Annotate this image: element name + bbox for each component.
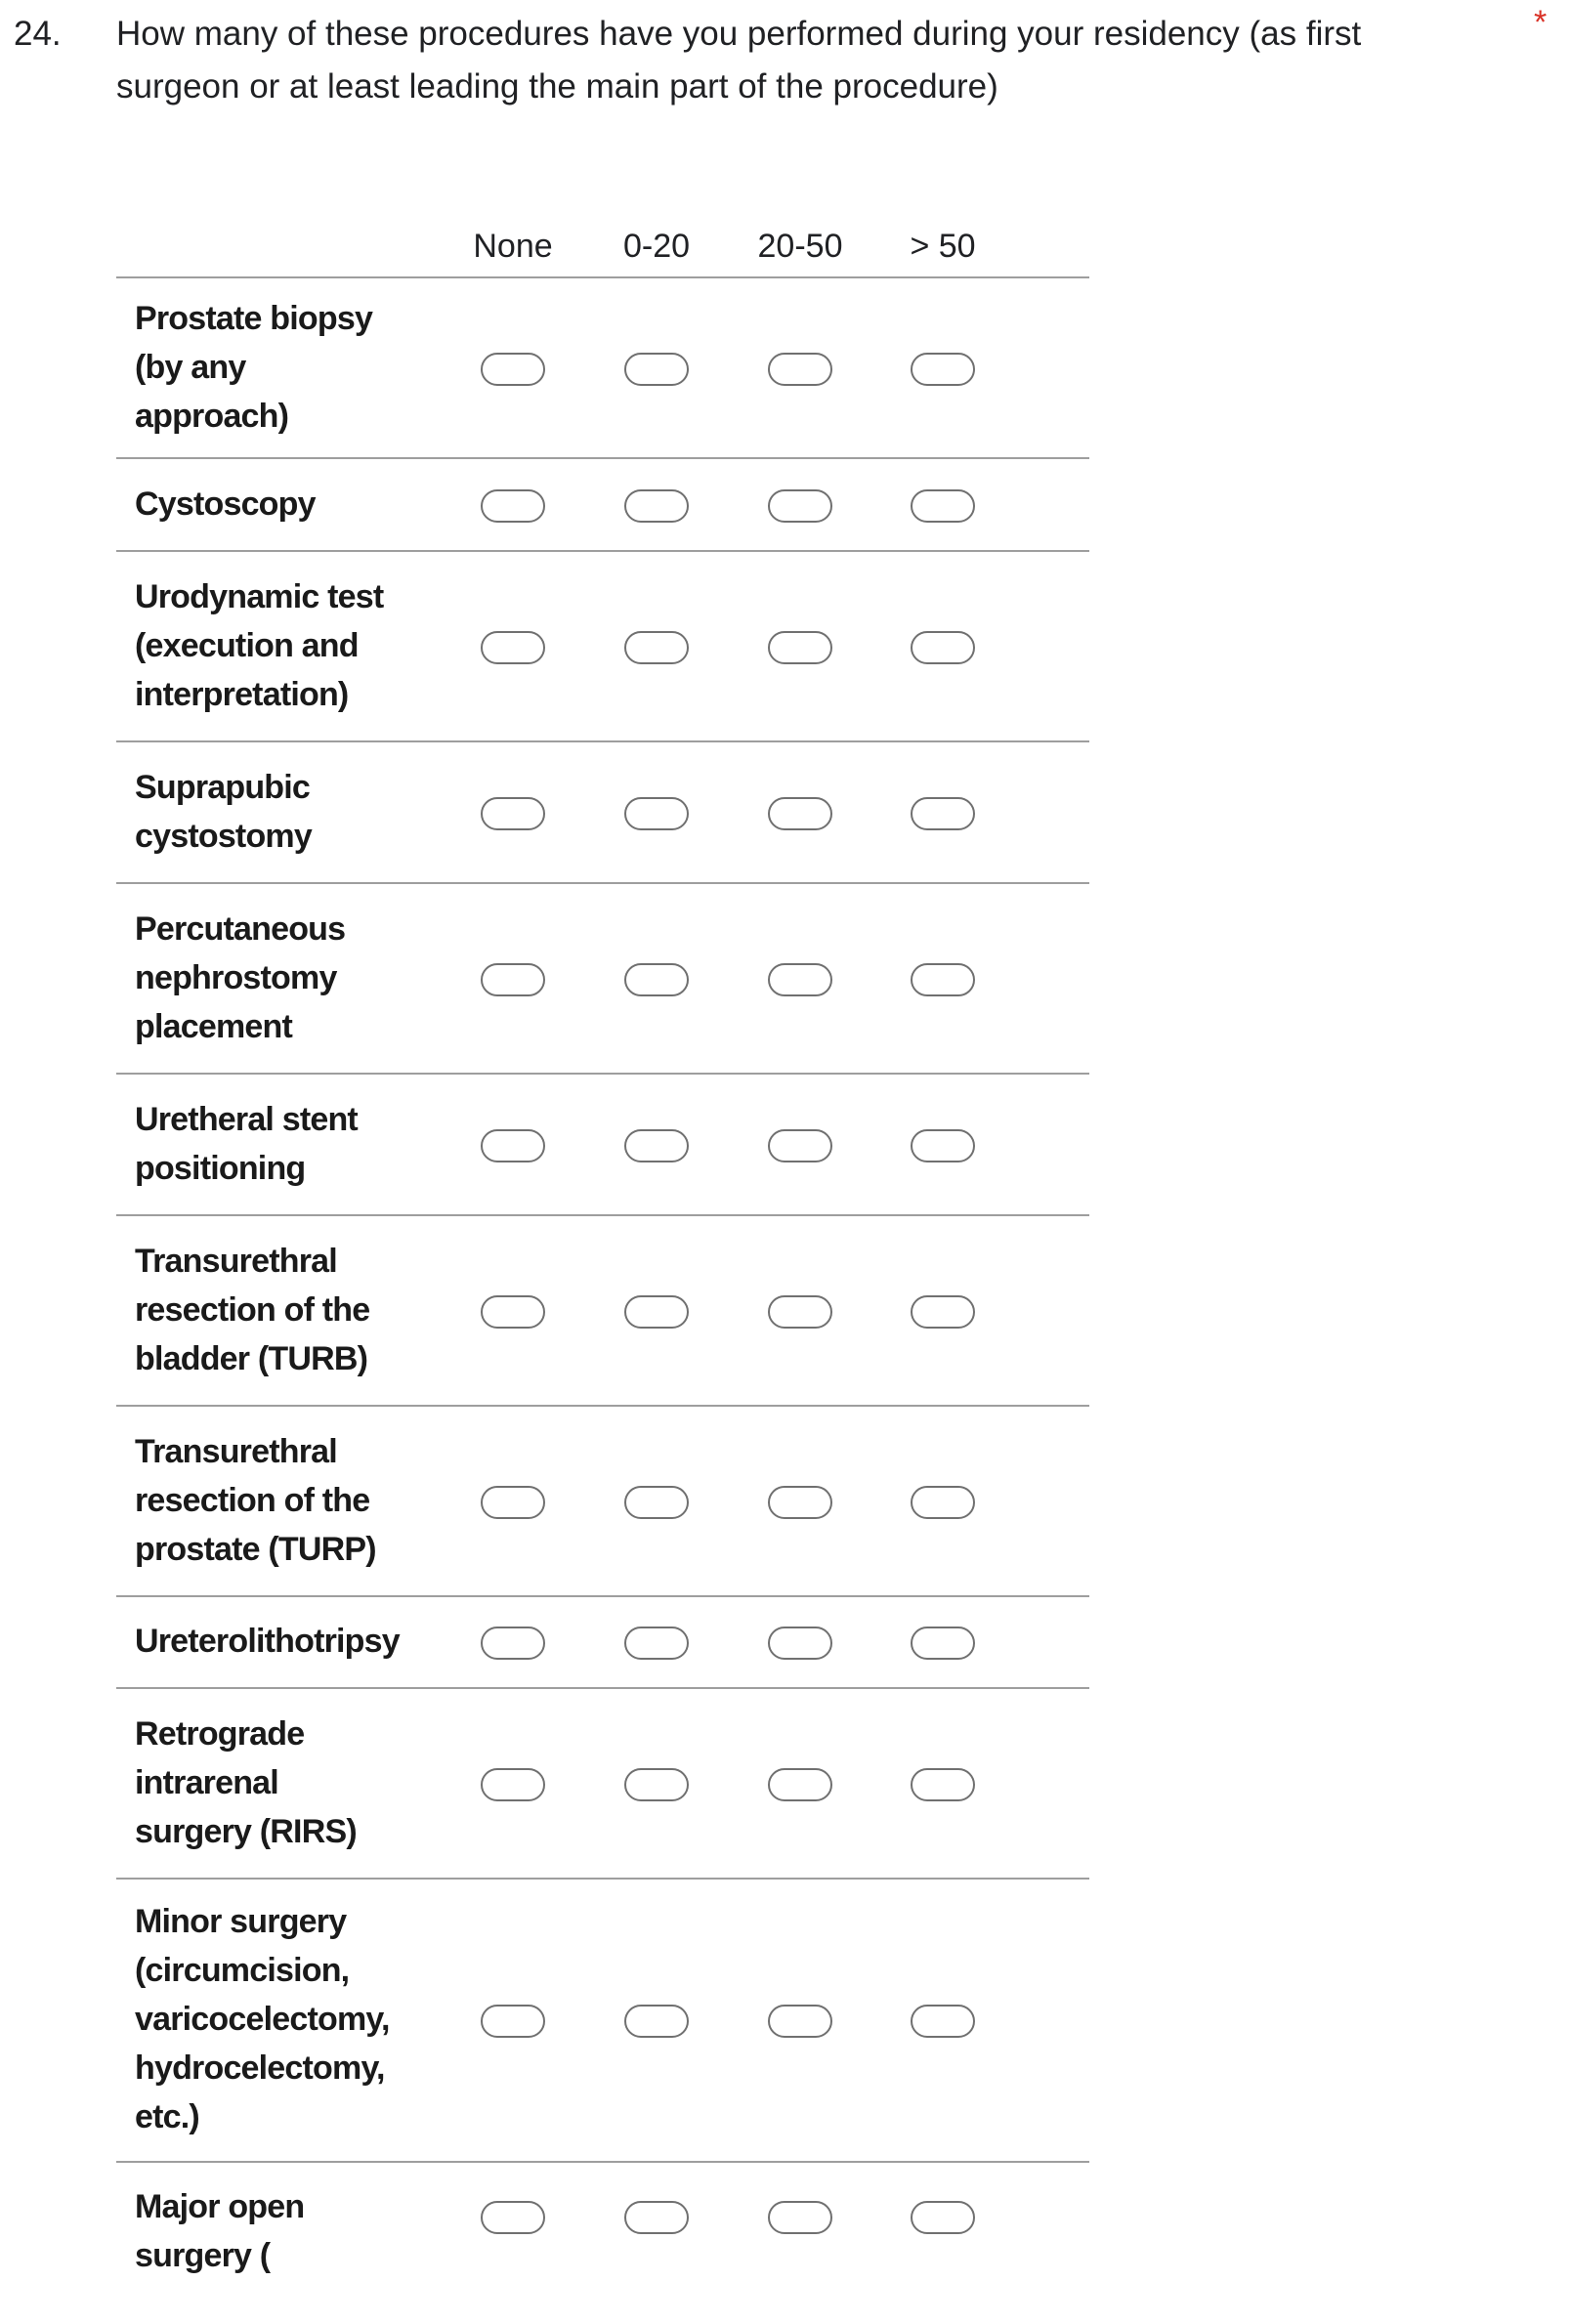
- radio-none[interactable]: [481, 353, 545, 386]
- radio-0-20[interactable]: [624, 2005, 689, 2038]
- row-label-line: Retrograde: [135, 1715, 305, 1753]
- radio-20-50[interactable]: [768, 2005, 832, 2038]
- column-header-none: None: [473, 228, 553, 265]
- row-label-line: interpretation): [135, 676, 349, 713]
- radio-over-50[interactable]: [911, 1129, 975, 1162]
- row-label: [135, 763, 428, 861]
- radio-none[interactable]: [481, 2005, 545, 2038]
- row-label-line: Ureterolithotripsy: [135, 1623, 400, 1660]
- row-label-line: positioning: [135, 1150, 306, 1187]
- row-label-line: Major open: [135, 2188, 305, 2225]
- radio-0-20[interactable]: [624, 353, 689, 386]
- row-label-line: resection of the: [135, 1482, 370, 1519]
- radio-20-50[interactable]: [768, 963, 832, 996]
- row-label-line: hydrocelectomy,: [135, 2049, 385, 2087]
- radio-over-50[interactable]: [911, 1627, 975, 1660]
- row-label: [135, 1617, 428, 1666]
- grid-row: [116, 1214, 1089, 1407]
- row-label-line: Suprapubic: [135, 769, 311, 806]
- radio-20-50[interactable]: [768, 1295, 832, 1329]
- radio-over-50[interactable]: [911, 1486, 975, 1519]
- radio-over-50[interactable]: [911, 797, 975, 830]
- grid-row: [116, 2161, 1089, 2324]
- radio-none[interactable]: [481, 797, 545, 830]
- required-marker: *: [1534, 4, 1548, 41]
- radio-20-50[interactable]: [768, 1627, 832, 1660]
- grid-row: [116, 1687, 1089, 1880]
- row-label-line: cystostomy: [135, 818, 312, 855]
- question-number: 24.: [14, 15, 62, 53]
- radio-over-50[interactable]: [911, 353, 975, 386]
- row-label: [135, 480, 428, 528]
- radio-none[interactable]: [481, 489, 545, 523]
- column-header-0-20: 0-20: [622, 228, 691, 265]
- radio-over-50[interactable]: [911, 2201, 975, 2234]
- grid-row: [116, 457, 1089, 552]
- column-header-20-50: 20-50: [757, 228, 843, 265]
- column-headers: [116, 217, 1089, 275]
- row-label-line: Prostate biopsy: [135, 300, 373, 337]
- row-label-line: Cystoscopy: [135, 486, 316, 523]
- row-label-line: intrarenal: [135, 1764, 278, 1801]
- row-label-line: prostate (TURP): [135, 1531, 376, 1568]
- row-label-line: etc.): [135, 2098, 199, 2135]
- row-label: [135, 2182, 428, 2280]
- grid-row: [116, 1878, 1089, 2163]
- grid-row: [116, 550, 1089, 742]
- row-label-line: (by any: [135, 349, 246, 386]
- row-label-line: Transurethral: [135, 1433, 337, 1470]
- row-label-line: Percutaneous: [135, 910, 346, 948]
- radio-over-50[interactable]: [911, 631, 975, 664]
- row-label-line: varicocelectomy,: [135, 2001, 390, 2038]
- radio-none[interactable]: [481, 1627, 545, 1660]
- row-label-line: resection of the: [135, 1291, 370, 1329]
- radio-none[interactable]: [481, 1768, 545, 1801]
- radio-20-50[interactable]: [768, 2201, 832, 2234]
- row-label: [135, 294, 428, 441]
- radio-over-50[interactable]: [911, 963, 975, 996]
- row-label-line: bladder (TURB): [135, 1340, 368, 1377]
- radio-over-50[interactable]: [911, 2005, 975, 2038]
- row-label-line: Minor surgery: [135, 1903, 347, 1940]
- radio-none[interactable]: [481, 963, 545, 996]
- radio-20-50[interactable]: [768, 353, 832, 386]
- grid-row: [116, 277, 1089, 459]
- radio-none[interactable]: [481, 2201, 545, 2234]
- radio-0-20[interactable]: [624, 1627, 689, 1660]
- grid-row: [116, 740, 1089, 884]
- grid-row: [116, 1073, 1089, 1216]
- row-label-line: placement: [135, 1008, 292, 1045]
- radio-0-20[interactable]: [624, 1295, 689, 1329]
- radio-20-50[interactable]: [768, 489, 832, 523]
- radio-none[interactable]: [481, 1295, 545, 1329]
- row-label-line: Uretheral stent: [135, 1101, 358, 1138]
- radio-none[interactable]: [481, 631, 545, 664]
- radio-20-50[interactable]: [768, 1768, 832, 1801]
- row-label: [135, 905, 428, 1051]
- grid-row: [116, 882, 1089, 1075]
- question-header: [0, 0, 1570, 147]
- radio-20-50[interactable]: [768, 797, 832, 830]
- row-label-line: Transurethral: [135, 1243, 337, 1280]
- radio-20-50[interactable]: [768, 631, 832, 664]
- row-label: [135, 1897, 428, 2141]
- radio-0-20[interactable]: [624, 963, 689, 996]
- radio-0-20[interactable]: [624, 1129, 689, 1162]
- row-label: [135, 1237, 428, 1383]
- radio-none[interactable]: [481, 1129, 545, 1162]
- row-label: [135, 1710, 428, 1856]
- row-label-line: surgery (RIRS): [135, 1813, 357, 1850]
- radio-0-20[interactable]: [624, 797, 689, 830]
- column-header-over-50: > 50: [910, 228, 976, 265]
- radio-over-50[interactable]: [911, 1768, 975, 1801]
- question-text: How many of these procedures have you performed during your residency (as first surgeon or at least leading the main part of the procedure): [116, 15, 1362, 106]
- radio-over-50[interactable]: [911, 1295, 975, 1329]
- radio-0-20[interactable]: [624, 631, 689, 664]
- radio-over-50[interactable]: [911, 489, 975, 523]
- row-label-line: Urodynamic test: [135, 578, 384, 615]
- row-label-line: surgery (: [135, 2237, 271, 2274]
- radio-0-20[interactable]: [624, 2201, 689, 2234]
- row-label: [135, 1427, 428, 1574]
- row-label-line: nephrostomy: [135, 959, 337, 996]
- row-label: [135, 572, 428, 719]
- radio-20-50[interactable]: [768, 1486, 832, 1519]
- grid-row: [116, 1595, 1089, 1689]
- grid-row: [116, 1405, 1089, 1597]
- row-label-line: approach): [135, 398, 289, 435]
- radio-0-20[interactable]: [624, 489, 689, 523]
- radio-0-20[interactable]: [624, 1486, 689, 1519]
- row-label-line: (circumcision,: [135, 1952, 350, 1989]
- row-label: [135, 1095, 428, 1193]
- radio-0-20[interactable]: [624, 1768, 689, 1801]
- radio-none[interactable]: [481, 1486, 545, 1519]
- radio-20-50[interactable]: [768, 1129, 832, 1162]
- row-label-line: (execution and: [135, 627, 359, 664]
